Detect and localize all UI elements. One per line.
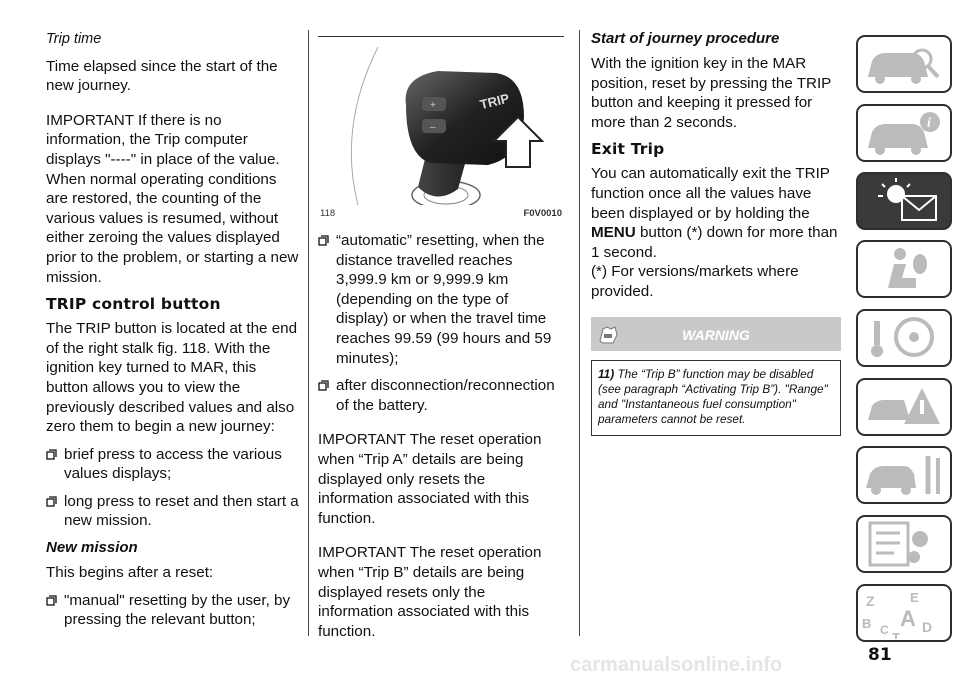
tab-airbag-seat[interactable] xyxy=(856,240,952,298)
bullet-manual-reset: "manual" resetting by the user, by pressing the relevant button; xyxy=(46,591,300,630)
new-mission-text: This begins after a reset: xyxy=(46,564,214,582)
figure-caption xyxy=(318,205,564,231)
footnote: (*) For versions/markets where provided. xyxy=(591,263,799,300)
tab-specs[interactable] xyxy=(856,515,952,573)
svg-text:+: + xyxy=(430,100,436,111)
important-note-trip-b: IMPORTANT The reset operation when “Trip B” details are being displayed resets only the information associated with this function. xyxy=(318,544,542,640)
warning-number: 11) xyxy=(598,366,615,381)
bullet-icon xyxy=(46,449,57,460)
tab-car-tools[interactable] xyxy=(856,446,952,504)
warning-text: 11) The “Trip B” function may be disabled (see paragraph “Activating Trip B”). "Range" and "Instantaneous fuel consumption" parameters cannot be reset. xyxy=(598,366,828,426)
tab-steering-key[interactable] xyxy=(856,309,952,367)
car-tools-icon xyxy=(858,448,949,501)
svg-text:C: C xyxy=(880,623,889,637)
trip-button-heading: TRIP control button xyxy=(46,295,221,314)
svg-text:–: – xyxy=(430,122,436,133)
airbag-seat-icon xyxy=(858,242,949,295)
bullet-icon xyxy=(46,496,57,507)
bullet-icon xyxy=(318,235,329,246)
important-note-trip-a: IMPORTANT The reset operation when “Trip A” details are being displayed only resets the information associated with this function. xyxy=(318,431,542,527)
column-3 xyxy=(591,30,841,436)
car-search-icon xyxy=(858,37,949,90)
bullet-icon xyxy=(46,595,57,606)
start-journey-heading: Start of journey procedure xyxy=(591,30,780,47)
bullet-long-press: long press to reset and then start a new mission. xyxy=(46,492,300,531)
column-divider-2 xyxy=(579,30,580,636)
trip-button-text: The TRIP button is located at the end of the right stalk fig. 118. With the ignition key turned to MAR, this button allows you to view the previously described values and also zero them to begin a new journey: xyxy=(46,320,298,436)
bullet-battery: after disconnection/reconnection of the battery. xyxy=(318,376,564,415)
tab-warning-lights[interactable] xyxy=(856,172,952,230)
figure-118 xyxy=(318,36,564,205)
tab-alphabet-index[interactable] xyxy=(856,584,952,642)
warning-header xyxy=(591,317,841,351)
exit-trip-heading: Exit Trip xyxy=(591,140,665,159)
figure-code: F0V0010 xyxy=(523,208,562,219)
figure-number: 118 xyxy=(320,208,336,219)
car-hazard-icon xyxy=(858,380,949,433)
svg-text:Z: Z xyxy=(866,593,875,609)
column-2 xyxy=(318,0,564,641)
column-1 xyxy=(46,30,300,630)
specs-gear-icon xyxy=(858,517,949,570)
alphabet-index-icon xyxy=(858,586,949,639)
tab-car-search[interactable] xyxy=(856,35,952,93)
bullet-automatic-reset: “automatic” resetting, when the distance travelled reaches 3,999.9 km or 9,999.9 km (depending on the type of display) or when the travel time reaches 99.59 (99 hours and 59 minutes); xyxy=(318,231,564,368)
trip-stalk-illustration xyxy=(318,37,564,205)
bullet-icon xyxy=(318,380,329,391)
svg-text:i: i xyxy=(927,116,931,131)
watermark: carmanualsonline.info xyxy=(570,654,783,676)
warning-box xyxy=(591,360,841,436)
warning-lights-icon xyxy=(858,174,949,227)
tab-car-info[interactable] xyxy=(856,104,952,162)
new-mission-heading: New mission xyxy=(46,539,138,557)
svg-text:A: A xyxy=(900,606,916,631)
svg-text:TRIP: TRIP xyxy=(478,90,511,113)
important-note-1: IMPORTANT If there is no information, the Trip computer displays "----" in place of the value. When normal operating conditions are restored, the counting of the various values is resumed, without either zeroing the values displayed prior to the problem, or starting a new mission. xyxy=(46,111,299,286)
trip-time-heading: Trip time xyxy=(46,31,102,47)
svg-text:E: E xyxy=(910,590,919,605)
column-divider-1 xyxy=(308,30,309,636)
trip-time-text: Time elapsed since the start of the new journey. xyxy=(46,57,278,95)
page-number: 81 xyxy=(868,645,892,665)
menu-word: MENU xyxy=(591,224,636,242)
svg-text:T: T xyxy=(892,630,900,639)
warning-title: WARNING xyxy=(682,326,750,343)
car-info-icon xyxy=(858,106,949,159)
svg-text:B: B xyxy=(862,616,872,631)
bullet-brief-press: brief press to access the various values displays; xyxy=(46,445,300,484)
tab-car-hazard[interactable] xyxy=(856,378,952,436)
svg-text:D: D xyxy=(922,619,933,635)
steering-key-icon xyxy=(858,311,949,364)
start-journey-text: With the ignition key in the MAR position, reset by pressing the TRIP button and keeping it pressed for more than 2 seconds. xyxy=(591,55,832,131)
exit-trip-text: You can automatically exit the TRIP function once all the values have been displayed or by holding the MENU button (*) down for more than 1 second. xyxy=(591,165,838,261)
